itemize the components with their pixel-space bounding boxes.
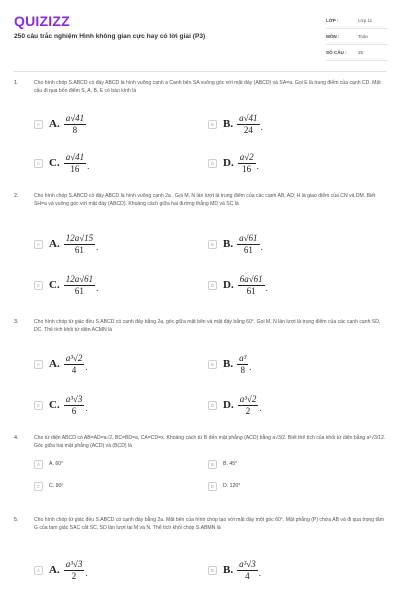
option-fraction [237, 559, 258, 582]
question-1 [14, 80, 388, 180]
question-2 [14, 193, 388, 308]
option-c[interactable]: C C. $\frac{\text{a³√3}}{6}$ . [34, 394, 88, 416]
fraction-denominator: 61 [74, 285, 84, 296]
worksheet-meta [326, 13, 388, 61]
meta-value: Lớp 11 [358, 18, 373, 23]
option-checkbox[interactable]: D [208, 401, 217, 410]
meta-row-count [326, 45, 388, 61]
option-checkbox[interactable]: C [34, 401, 43, 410]
option-checkbox[interactable]: D [208, 482, 217, 491]
fraction-denominator: 2 [71, 570, 77, 581]
option-checkbox[interactable]: A [34, 460, 43, 469]
meta-label: LỚP : [326, 18, 339, 23]
option-fraction [237, 353, 248, 376]
option-fraction [64, 394, 85, 417]
fraction-denominator: 16 [242, 163, 252, 174]
question-4 [14, 435, 388, 510]
worksheet-header [0, 0, 400, 62]
meta-row-subject [326, 29, 388, 45]
meta-value: 25 [358, 50, 364, 55]
meta-label: MÔN : [326, 34, 340, 39]
question-5 [14, 517, 388, 600]
meta-label: SỐ CÂU : [326, 50, 347, 55]
option-letter: B. [223, 564, 234, 576]
option-checkbox[interactable]: A [34, 120, 43, 129]
question-number: 3. [14, 319, 19, 325]
option-letter: A. [49, 358, 60, 370]
question-text: Cho hình chóp S.ABCD có đáy ABCD là hình vuông cạnh a Cạnh bên SA vuông góc với mặt đáy (ABCD) và SA=a. Gọi E là trung điểm của cạnh CD. Mặt cầu đi qua bốn điểm S, A, B, E có bán kính là [34, 80, 381, 94]
option-b[interactable]: B B. $\frac{\text{a³√3}}{4}$ . [208, 559, 261, 581]
option-checkbox[interactable]: B [208, 120, 217, 129]
option-text: A. 60° [49, 461, 64, 467]
option-b[interactable] [208, 457, 237, 471]
option-a[interactable]: A A. $\frac{\text{a³√2}}{4}$ . [34, 353, 88, 375]
option-letter: B. [223, 238, 234, 250]
question-text: Cho tứ diện ABCD có AB=AD=a√2, BC=BD=a, CA=CD=x. Khoảng cách từ B đến mặt phẳng (ACD) bằng a√3/2. Biết thể tích của khối tứ diện bằng a³√3/12. Góc giữa hai mặt phẳng (ACD) và (BCD) là [34, 435, 386, 449]
option-text: B. 45° [223, 461, 238, 467]
fraction-numerator: a³√2 [239, 393, 257, 404]
fraction-denominator: 6 [71, 405, 77, 416]
option-fraction [64, 113, 86, 136]
fraction-denominator: 16 [70, 163, 80, 174]
option-b[interactable]: B B. $\frac{a√41}{24}$ . [208, 113, 263, 135]
fraction-numerator: a³√2 [65, 352, 83, 363]
option-checkbox[interactable]: A [34, 566, 43, 575]
option-letter: C. [49, 279, 60, 291]
meta-row-class [326, 13, 388, 29]
meta-value: Toán [358, 34, 368, 39]
fraction-numerator: a³ [239, 352, 247, 363]
fraction-numerator: a√61 [239, 232, 258, 243]
option-checkbox[interactable]: D [208, 281, 217, 290]
option-checkbox[interactable]: C [34, 281, 43, 290]
option-checkbox[interactable]: B [208, 460, 217, 469]
fraction-denominator: 8 [72, 124, 78, 135]
fraction-numerator: a√41 [65, 151, 85, 162]
fraction-numerator: a√41 [65, 112, 85, 123]
option-fraction [64, 233, 95, 256]
option-d[interactable]: D D. $\frac{6a√61}{61}$ . [208, 274, 268, 296]
option-fraction [64, 353, 85, 376]
option-c[interactable]: C C. $\frac{a√41}{16}$ . [34, 152, 89, 174]
header-divider [14, 71, 386, 72]
fraction-numerator: 12a√15 [65, 232, 94, 243]
option-checkbox[interactable]: C [34, 482, 43, 491]
option-fraction [64, 152, 86, 175]
fraction-denominator: 61 [74, 244, 84, 255]
fraction-numerator: a√41 [239, 112, 258, 123]
option-d[interactable]: D D. $\frac{a√2}{16}$ . [208, 152, 259, 174]
option-a[interactable] [34, 113, 86, 135]
fraction-denominator: 8 [240, 364, 245, 375]
fraction-numerator: 12a√61 [65, 273, 94, 284]
option-checkbox[interactable]: B [208, 360, 217, 369]
option-letter: C. [49, 157, 60, 169]
option-d[interactable]: D D. $\frac{\text{a³√2}}{2}$ . [208, 394, 262, 416]
option-letter: B. [223, 118, 234, 130]
fraction-denominator: 61 [246, 285, 256, 296]
question-number: 4. [14, 435, 19, 441]
question-3 [14, 319, 388, 429]
fraction-numerator: a√2 [239, 151, 254, 162]
option-c[interactable] [34, 479, 63, 493]
option-letter: D. [223, 399, 234, 411]
option-b[interactable]: B B. $\frac{a√61}{61}$ . [208, 233, 263, 255]
fraction-numerator: a³√3 [65, 393, 83, 404]
option-fraction [64, 559, 85, 582]
option-letter: A. [49, 238, 60, 250]
option-fraction [237, 113, 259, 136]
fraction-numerator: a³√3 [65, 558, 83, 569]
fraction-denominator: 61 [243, 244, 253, 255]
question-number: 5. [14, 517, 19, 523]
option-a[interactable] [34, 457, 63, 471]
option-letter: A. [49, 118, 60, 130]
option-checkbox[interactable]: B [208, 566, 217, 575]
worksheet-title: 250 câu trắc nghiệm Hình không gian cực hay có lời giải (P3) [14, 33, 206, 40]
option-text: D. 120° [223, 483, 241, 489]
option-fraction [237, 233, 259, 256]
question-number: 1. [14, 80, 19, 86]
option-a[interactable]: A A. $\frac{12a√15}{61}$ . [34, 233, 98, 255]
option-letter: C. [49, 399, 60, 411]
fraction-denominator: 4 [245, 570, 250, 581]
question-text: Cho hình chóp tứ giác đều S.ABCD có cạnh đáy bằng 2a. Mặt bên của hình chóp tạo với mặt đáy một góc 60°. Mặt phẳng (P) chứa AB và đi qua trọng tâm G của tam giác SAC cắt SC, SD lần lượt tại M và N. Thể tích khối chóp S.ABMN là [34, 517, 385, 531]
option-b[interactable]: B B. $\frac{\text{a³}}{8}$ . [208, 353, 252, 375]
option-d[interactable] [208, 479, 240, 493]
question-text: Cho hình chóp S.ABCD có đáy ABCD là hình vuông cạnh 2a . Gọi M, N lần lượt là trung điểm của các cạnh AB, AD; H là giao điểm của CN và DM. Biết SH=a và vuông góc với mặt đáy (ABCD). Khoảng cách giữa hai đường thẳng MD và SC là [34, 193, 376, 207]
option-fraction [238, 152, 256, 175]
option-checkbox[interactable]: A [34, 240, 43, 249]
fraction-denominator: 4 [71, 364, 77, 375]
question-number: 2. [14, 193, 19, 199]
option-text: C. 90° [49, 483, 64, 489]
fraction-numerator: a³√3 [239, 558, 256, 569]
option-letter: D. [223, 279, 234, 291]
option-fraction [64, 274, 95, 297]
quizizz-logo: QUIZIZZ [14, 13, 70, 29]
option-checkbox[interactable]: C [34, 159, 43, 168]
option-c[interactable]: C C. $\frac{12a√61}{61}$ . [34, 274, 98, 296]
fraction-numerator: 6a√61 [239, 273, 263, 284]
fraction-denominator: 24 [243, 124, 253, 135]
option-letter: D. [223, 157, 234, 169]
question-text: Cho hình chóp tứ giác đều S.ABCD có cạnh đáy bằng 2a, góc giữa mặt bên và mặt đáy bằng 60°. Gọi M, N lần lượt là trung điểm của các cạnh cạnh SD, DC. Thể tích khối tứ diện ACMN là [34, 319, 381, 333]
option-fraction [238, 394, 259, 417]
option-checkbox[interactable]: B [208, 240, 217, 249]
option-letter: A. [49, 564, 60, 576]
option-checkbox[interactable]: A [34, 360, 43, 369]
fraction-denominator: 2 [245, 405, 251, 416]
option-a[interactable]: A A. $\frac{\text{a³√3}}{2}$ . [34, 559, 88, 581]
option-checkbox[interactable]: D [208, 159, 217, 168]
option-fraction [238, 274, 265, 297]
option-letter: B. [223, 358, 234, 370]
